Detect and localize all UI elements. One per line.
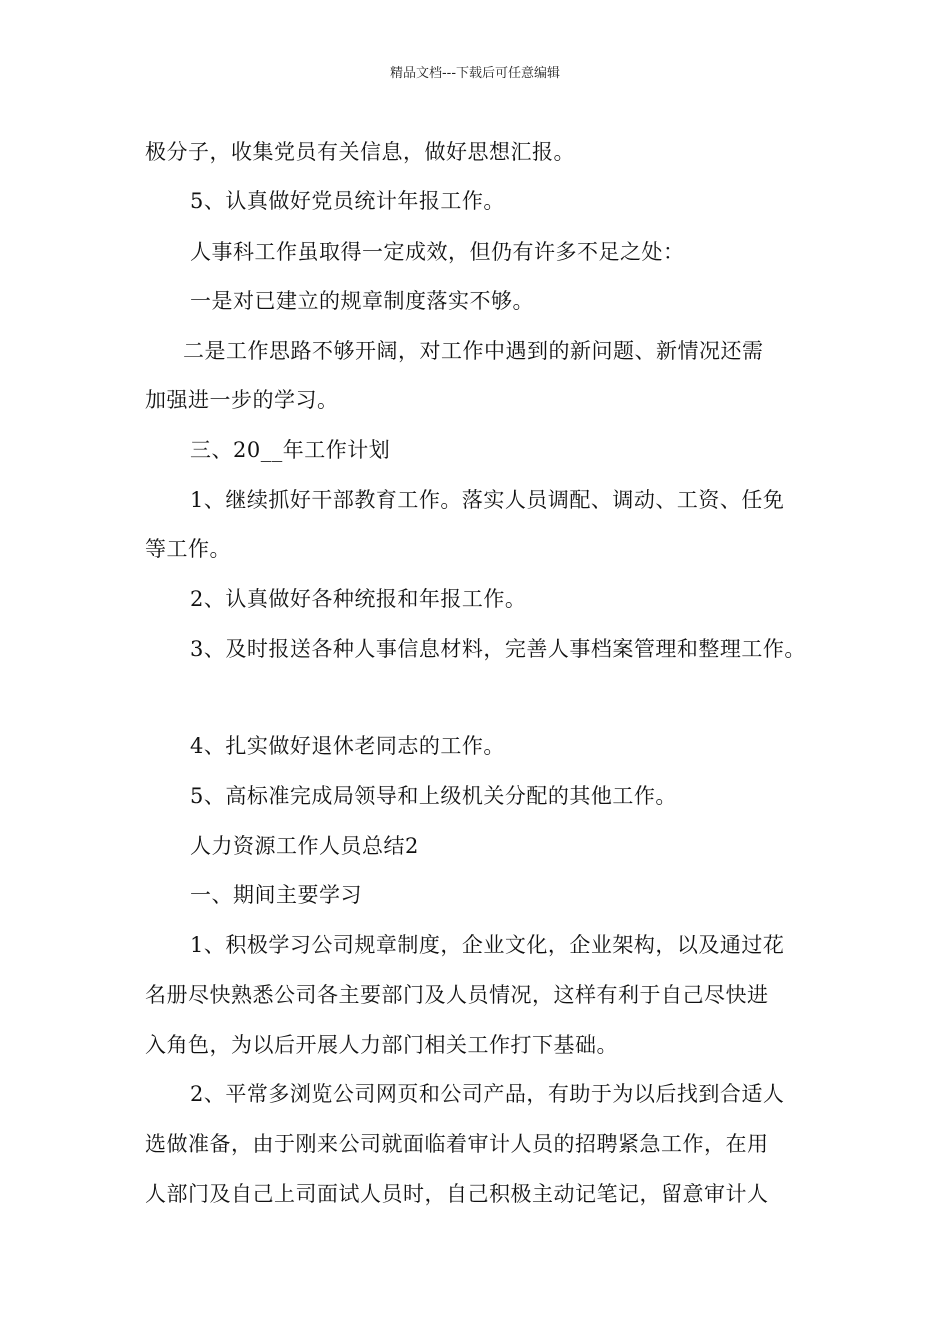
section-heading: 三、20__年工作计划 <box>190 438 391 462</box>
text-line: 2、认真做好各种统报和年报工作。 <box>190 587 527 611</box>
text-line: 3、及时报送各种人事信息材料，完善人事档案管理和整理工作。 <box>190 637 806 661</box>
text-line: 2、平常多浏览公司网页和公司产品，有助于为以后找到合适人 <box>190 1082 785 1106</box>
text-line: 等工作。 <box>145 537 231 561</box>
text-line: 5、高标准完成局领导和上级机关分配的其他工作。 <box>190 784 677 808</box>
text-line: 4、扎实做好退休老同志的工作。 <box>190 734 505 758</box>
document-title: 人力资源工作人员总结2 <box>190 834 419 858</box>
text-line: 5、认真做好党员统计年报工作。 <box>190 189 505 213</box>
text-line: 加强进一步的学习。 <box>145 388 339 412</box>
text-line: 人部门及自己上司面试人员时，自己积极主动记笔记，留意审计人 <box>145 1182 769 1206</box>
text-line: 选做准备，由于刚来公司就面临着审计人员的招聘紧急工作，在用 <box>145 1132 769 1156</box>
text-line: 名册尽快熟悉公司各主要部门及人员情况，这样有利于自己尽快进 <box>145 983 769 1007</box>
section-heading: 一、期间主要学习 <box>190 883 362 907</box>
text-line: 人事科工作虽取得一定成效，但仍有许多不足之处： <box>190 240 685 264</box>
text-line: 1、继续抓好干部教育工作。落实人员调配、调动、工资、任免 <box>190 488 785 512</box>
text-line: 1、积极学习公司规章制度，企业文化，企业架构，以及通过花 <box>190 933 785 957</box>
page-header: 精品文档---下载后可任意编辑 <box>389 66 561 81</box>
text-line: 入角色，为以后开展人力部门相关工作打下基础。 <box>145 1033 618 1057</box>
text-line: 二是工作思路不够开阔，对工作中遇到的新问题、新情况还需 <box>183 339 764 363</box>
text-line: 一是对已建立的规章制度落实不够。 <box>190 289 534 313</box>
text-line: 极分子，收集党员有关信息，做好思想汇报。 <box>145 140 575 164</box>
